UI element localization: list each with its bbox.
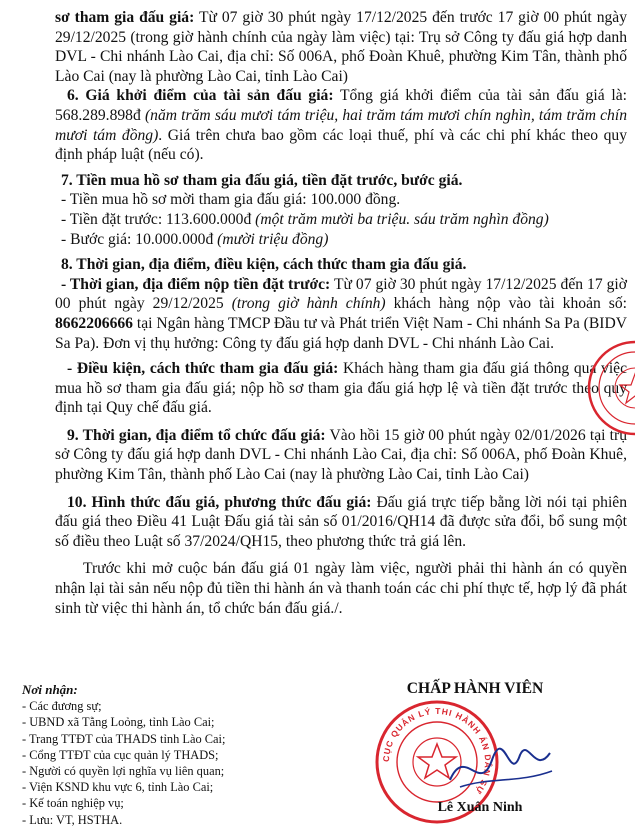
signer-name: Lê Xuân Ninh — [437, 800, 523, 815]
section-6-heading: 6. Giá khởi điểm của tài sản đấu giá: — [67, 87, 334, 105]
section-6-tail: . Giá trên chưa bao gồm các loại thuế, phí và các chi phí khác theo quy định pháp luật (nếu có). — [55, 126, 627, 164]
account-number: 8662206666 — [55, 314, 133, 332]
recipient-item: - Viện KSND khu vực 6, tỉnh Lào Cai; — [22, 780, 214, 795]
section-8-heading — [55, 255, 627, 275]
signature-icon — [440, 725, 560, 805]
section-6-words: (năm trăm sáu mươi tám triệu, hai trăm tám mươi chín nghìn, tám trăm chín mươi tám đồng) — [55, 106, 627, 144]
deposit-time-label: - Thời gian, địa điểm nộp tiền đặt trước: — [61, 275, 331, 293]
seal-text: CỤC QUẢN LÝ THI HÀNH ÁN DÂN SỰ — [380, 705, 494, 797]
conditions-label: - Điều kiện, cách thức tham gia đấu giá: — [67, 360, 339, 378]
recipient-item: - Các đương sự; — [22, 699, 102, 714]
recipient-item: - Người có quyền lợi nghĩa vụ liên quan; — [22, 764, 225, 779]
deposit-words: (một trăm mười ba triệu. sáu trăm nghìn đồng) — [255, 210, 549, 228]
closing-paragraph: Trước khi mở cuộc bán đấu giá 01 ngày làm việc, người phải thi hành án có quyền nhận lại tài sản nếu nộp đủ tiền thi hành án và thanh toán các chi phí thực tế, hợp lý đã phát sinh từ việc thi hành án, tổ chức bán đấu giá./. — [55, 560, 627, 617]
section-8-conditions — [55, 359, 627, 418]
section-8-time — [55, 275, 627, 353]
recipients-list — [22, 682, 322, 828]
section-9-heading: 9. Thời gian, địa điểm tổ chức đấu giá: — [67, 426, 326, 444]
section-10-heading: 10. Hình thức đấu giá, phương thức đấu giá: — [67, 493, 372, 511]
deposit-time-text: Từ 07 giờ 30 phút ngày 17/12/2025 đến 17 giờ 00 phút ngày 29/12/2025 — [55, 275, 627, 313]
notice-body — [55, 8, 627, 618]
recipient-item: - Lưu: VT, HSTHA. — [22, 812, 123, 827]
document-footer — [0, 680, 635, 827]
section-7-title: 7. Tiền mua hồ sơ tham gia đấu giá, tiền đặt trước, bước giá. — [61, 171, 463, 189]
signer-block — [345, 680, 635, 823]
section-9 — [55, 426, 627, 485]
section-7-heading — [55, 171, 627, 191]
section-10-text: Đấu giá trực tiếp bằng lời nói tại phiên đấu giá theo Điều 41 Luật Đấu giá tài sản số 01/2016/QH14 đã được sửa đổi, bổ sung một số điều theo Luật số 37/2024/QH15, theo phương thức trả giá lên. — [55, 493, 628, 550]
section-10 — [55, 493, 627, 552]
signer-title: CHẤP HÀNH VIÊN — [406, 680, 544, 697]
recipients-title: Nơi nhận: — [22, 682, 78, 697]
registration-paragraph — [55, 8, 627, 86]
section-7-deposit — [55, 210, 627, 230]
section-7-step — [55, 230, 627, 250]
recipient-item: - Kế toán nghiệp vụ; — [22, 796, 124, 811]
deposit-amount: - Tiền đặt trước: 113.600.000đ — [61, 210, 256, 228]
registration-label: sơ tham gia đấu giá: — [55, 9, 195, 26]
deposit-time-note: (trong giờ hành chính) — [231, 295, 386, 313]
deposit-account-lead: khách hàng nộp vào tài khoản số: — [385, 295, 627, 313]
recipient-item: - UBND xã Tằng Loỏng, tỉnh Lào Cai; — [22, 715, 215, 730]
section-7-fee: - Tiền mua hồ sơ mời tham gia đấu giá: 100.000 đồng. — [61, 191, 401, 209]
section-6 — [55, 86, 627, 164]
step-amount: - Bước giá: 10.000.000đ — [61, 230, 218, 248]
section-8-title: 8. Thời gian, địa điểm, điều kiện, cách thức tham gia đấu giá. — [61, 256, 467, 274]
recipient-item: - Trang TTĐT của THADS tỉnh Lào Cai; — [22, 731, 226, 746]
section-9-text: Vào hồi 15 giờ 00 phút ngày 02/01/2026 tại trụ sở Công ty đấu giá hợp danh DVL - Chi nhánh Lào Cai, địa chỉ: Số 006A, phố Đoàn Khuê, phường Kim Tân, thành phố Lào Cai (nay là phường Lào Cai, tỉnh Lào Cai) — [55, 426, 628, 484]
seal-edge-icon — [585, 338, 635, 438]
section-6-text: Tổng giá khởi điểm của tài sản đấu giá là: 568.289.898đ — [55, 87, 627, 124]
registration-text: Từ 07 giờ 30 phút ngày 17/12/2025 đến trước 17 giờ 00 phút ngày 29/12/2025 (trong giờ hành chính của ngày làm việc) tại: Trụ sở Công ty đấu giá hợp danh DVL - Chi nhánh Lào Cai, địa chỉ: Số 006A, phố Đoàn Khuê, phường Kim Tân, thành phố Lào Cai (nay là phường Lào Cai, tỉnh Lào Cai) — [55, 9, 627, 85]
deposit-bank-text: tại Ngân hàng TMCP Đầu tư và Phát triển Việt Nam - Chi nhánh Sa Pa (BIDV Sa Pa). Đơn vị thụ hưởng: Công ty đấu giá hợp danh DVL - Chi nhánh Lào Cai. — [55, 314, 627, 352]
recipient-item: - Cổng TTĐT của cục quản lý THADS; — [22, 747, 219, 762]
step-words: (mười triệu đồng) — [217, 230, 329, 248]
conditions-text: Khách hàng tham gia đấu giá thông qua việc mua hồ sơ tham gia đấu giá; nộp hồ sơ tham gia đấu giá hợp lệ và tiền đặt trước theo quy định tại Quy chế đấu giá. — [55, 360, 627, 417]
